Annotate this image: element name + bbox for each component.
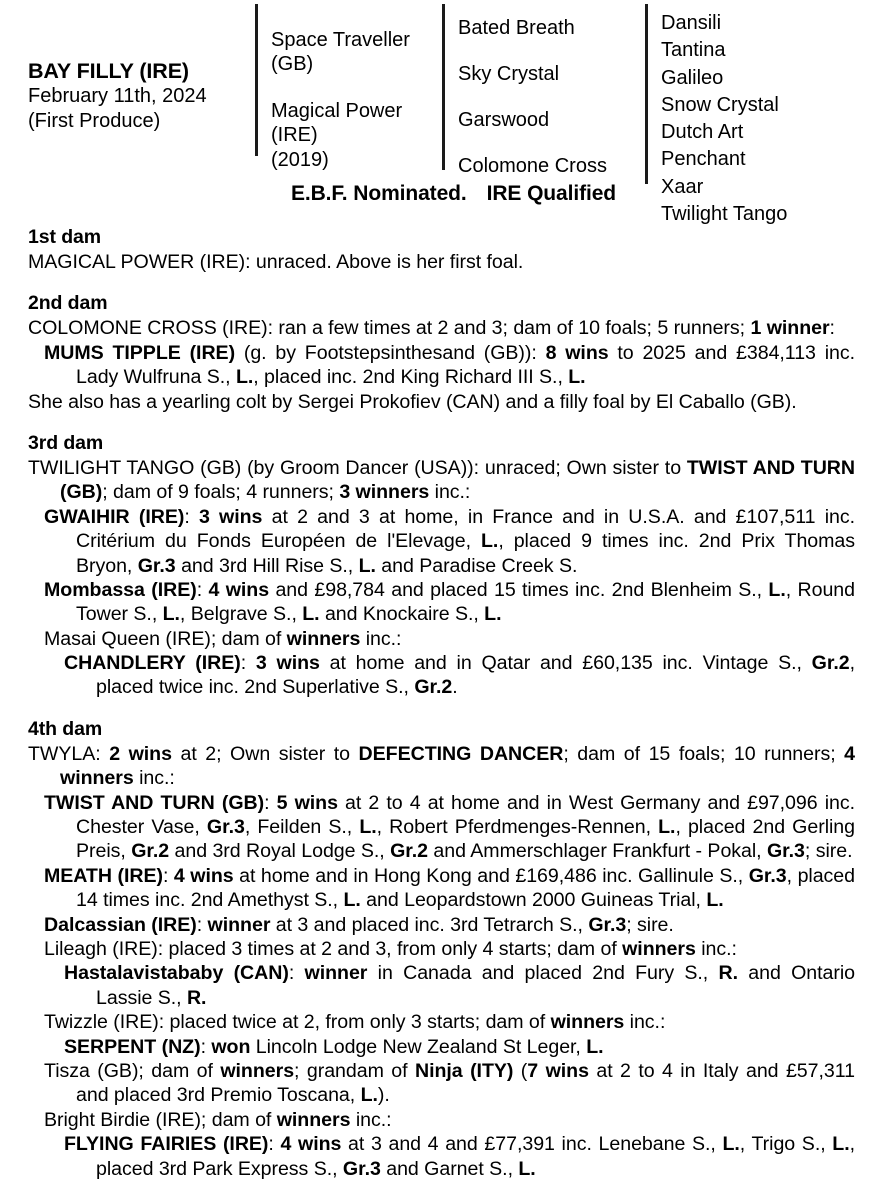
pedigree-parents-column bbox=[255, 4, 442, 171]
ire-qualified-label: IRE Qualified bbox=[486, 182, 617, 205]
progeny-entry: Mombassa (IRE): 4 wins and £98,784 and placed 15 times inc. 2nd Blenheim S., L., Round Tower S., L., Belgrave S., L. and Knockaire S., L. bbox=[44, 578, 855, 626]
progeny-entry: CHANDLERY (IRE): 3 wins at home and in Qatar and £60,135 inc. Vintage S., Gr.2, placed twice inc. 2nd Superlative S., Gr.2. bbox=[64, 652, 855, 699]
grandparent-name: Bated Breath bbox=[458, 17, 575, 39]
pedigree-great-grandparents-column bbox=[645, 4, 889, 226]
dam-section bbox=[28, 432, 855, 700]
dam-description: MAGICAL POWER (IRE): unraced. Above is her first foal. bbox=[28, 251, 524, 273]
dam-section-heading: 3rd dam bbox=[28, 431, 104, 454]
great-grandparent-name: Dutch Art bbox=[661, 121, 744, 144]
progeny-entry: SERPENT (NZ): won Lincoln Lodge New Zealand St Leger, L. bbox=[64, 1035, 604, 1058]
progeny-entry: TWIST AND TURN (GB): 5 wins at 2 to 4 at home and in West Germany and £97,096 inc. Chester Vase, Gr.3, Feilden S., L., Robert Pferdmenges-Rennen, L., placed 2nd Gerling Preis, Gr.2 and 3rd Royal Lodge S., Gr.2 and Ammerschlager Frankfurt - Pokal, Gr.3; sire. bbox=[44, 791, 856, 863]
dam-description: TWYLA: 2 wins at 2; Own sister to DEFECTING DANCER; dam of 15 foals; 10 runners; 4 winners inc.: bbox=[28, 742, 855, 790]
dam-description: She also has a yearling colt by Sergei Prokofiev (CAN) and a filly foal by El Caballo (GB). bbox=[28, 390, 797, 413]
grandparent-name: Colomone Cross bbox=[458, 154, 607, 177]
progeny-entry: Bright Birdie (IRE); dam of winners inc.: bbox=[44, 1108, 392, 1131]
pedigree-dam bbox=[271, 99, 442, 172]
pedigree-subject-column bbox=[0, 4, 255, 134]
dam-section-heading: 2nd dam bbox=[28, 292, 108, 315]
dam-section bbox=[28, 292, 855, 414]
great-grandparent-name: Xaar bbox=[661, 175, 704, 198]
dam-section-heading: 1st dam bbox=[28, 226, 101, 248]
progeny-entry: Hastalavistababy (CAN): winner in Canada and placed 2nd Fury S., R. and Ontario Lassie S., R. bbox=[64, 962, 856, 1009]
sire-name: Space Traveller bbox=[271, 29, 410, 51]
great-grandparent-name: Snow Crystal bbox=[661, 93, 779, 116]
progeny-entry: Dalcassian (IRE): winner at 3 and placed inc. 3rd Tetrarch S., Gr.3; sire. bbox=[44, 913, 674, 936]
progeny-entry: Tisza (GB); dam of winners; grandam of Ninja (ITY) (7 wins at 2 to 4 in Italy and £57,311 and placed 3rd Premio Toscana, L.). bbox=[44, 1059, 855, 1107]
progeny-entry: MUMS TIPPLE (IRE) (g. by Footstepsinthesand (GB)): 8 wins to 2025 and £384,113 inc. Lady Wulfruna S., L., placed inc. 2nd King Richard III S., L. bbox=[44, 341, 855, 389]
progeny-entry: MEATH (IRE): 4 wins at home and in Hong Kong and £169,486 inc. Gallinule S., Gr.3, placed 14 times inc. 2nd Amethyst S., L. and Leopardstown 2000 Guineas Trial, L. bbox=[44, 864, 856, 912]
progeny-entry: FLYING FAIRIES (IRE): 4 wins at 3 and 4 and £77,391 inc. Lenebane S., L., Trigo S., L., placed 3rd Park Express S., Gr.3 and Garnet S., L. bbox=[64, 1133, 856, 1180]
great-grandparent-name: Tantina bbox=[661, 39, 726, 62]
pedigree-grandparents-column bbox=[442, 4, 645, 177]
progeny-entry: GWAIHIR (IRE): 3 wins at 2 and 3 at home, in France and in U.S.A. and £107,511 inc. Critérium du Fonds Européen de l'Elevage, L., placed 9 times inc. 2nd Prix Thomas Bryon, Gr.3 and 3rd Hill Rise S., L. and Paradise Creek S. bbox=[44, 505, 856, 577]
dam-section-heading: 4th dam bbox=[28, 717, 103, 740]
dam-section bbox=[28, 718, 855, 1181]
subject-name: BAY FILLY (IRE) bbox=[28, 59, 189, 83]
dam-origin: (IRE) bbox=[271, 124, 318, 147]
subject-foaling-date: February 11th, 2024 bbox=[28, 85, 207, 108]
dam-description: TWILIGHT TANGO (GB) (by Groom Dancer (USA)): unraced; Own sister to TWIST AND TURN (GB); dam of 9 foals; 4 runners; 3 winners inc.: bbox=[28, 456, 855, 504]
progeny-entry: Twizzle (IRE): placed twice at 2, from only 3 starts; dam of winners inc.: bbox=[44, 1011, 666, 1034]
progeny-entry: Masai Queen (IRE); dam of winners inc.: bbox=[44, 627, 402, 650]
dam-narrative bbox=[0, 226, 889, 1181]
ebf-nominated-label: E.B.F. Nominated. bbox=[290, 182, 467, 205]
great-grandparent-name: Galileo bbox=[661, 66, 724, 89]
dam-description: COLOMONE CROSS (IRE): ran a few times at 2 and 3; dam of 10 foals; 5 runners; 1 winner: bbox=[28, 317, 835, 340]
grandparent-name: Garswood bbox=[458, 108, 550, 131]
dam-year: (2019) bbox=[271, 148, 329, 171]
sire-origin: (GB) bbox=[271, 53, 314, 76]
dam-section bbox=[28, 226, 855, 274]
great-grandparent-name: Twilight Tango bbox=[661, 203, 788, 226]
subject-note: (First Produce) bbox=[28, 110, 161, 133]
pedigree-sire bbox=[271, 28, 442, 77]
progeny-entry: Lileagh (IRE): placed 3 times at 2 and 3, from only 4 starts; dam of winners inc.: bbox=[44, 937, 737, 960]
great-grandparent-name: Penchant bbox=[661, 148, 746, 171]
grandparent-name: Sky Crystal bbox=[458, 62, 560, 85]
great-grandparent-name: Dansili bbox=[661, 12, 722, 34]
dam-name: Magical Power bbox=[271, 99, 403, 122]
